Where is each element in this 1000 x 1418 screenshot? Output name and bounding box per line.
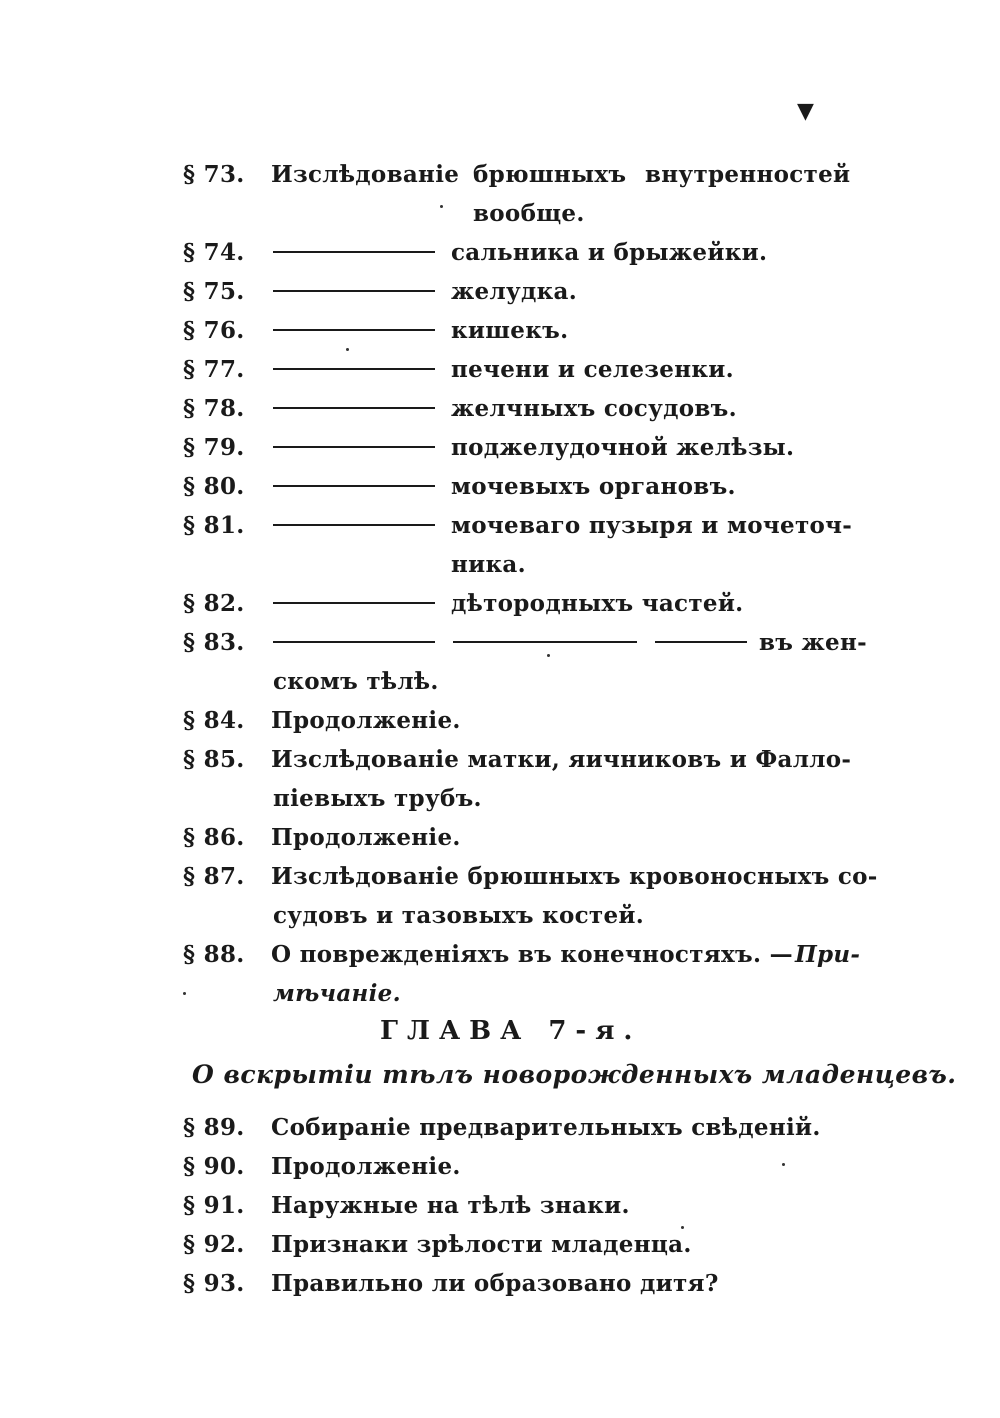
entry-text: поджелудочной желѣзы. xyxy=(451,434,795,461)
section-number: § 86. xyxy=(183,824,245,851)
section-number: § 77. xyxy=(183,356,245,383)
section-number: § 85. xyxy=(183,746,245,773)
entry-continuation: судовъ и тазовыхъ костей. xyxy=(273,902,645,929)
chapter-heading: ГЛАВА 7-я. xyxy=(380,1016,642,1046)
ditto-dash xyxy=(273,446,435,448)
entry-text: сальника и брыжейки. xyxy=(451,239,768,266)
ditto-dash xyxy=(273,602,435,604)
entry-text: Продолженіе. xyxy=(271,707,461,734)
ditto-dash xyxy=(273,251,435,253)
ditto-dash xyxy=(453,641,637,643)
entry-text: внутренностей xyxy=(645,161,851,188)
section-number: § 88. xyxy=(183,941,245,968)
section-number: § 87. xyxy=(183,863,245,890)
ditto-dash xyxy=(273,524,435,526)
section-number: § 80. xyxy=(183,473,245,500)
section-number: § 73. xyxy=(183,161,245,188)
ditto-dash xyxy=(273,485,435,487)
page-marker: ▼ xyxy=(797,98,814,124)
ditto-dash xyxy=(273,368,435,370)
scan-speck xyxy=(681,1226,684,1229)
section-number: § 79. xyxy=(183,434,245,461)
section-number: § 90. xyxy=(183,1153,245,1180)
section-number: § 93. xyxy=(183,1270,245,1297)
entry-text: Продолженіе. xyxy=(271,1153,461,1180)
ditto-dash xyxy=(273,329,435,331)
entry-text: Признаки зрѣлости младенца. xyxy=(271,1231,692,1258)
scan-speck xyxy=(440,205,443,208)
section-number: § 75. xyxy=(183,278,245,305)
ditto-dash xyxy=(273,641,435,643)
entry-text-italic: При- xyxy=(795,941,861,968)
entry-text: желудка. xyxy=(451,278,578,305)
ditto-dash xyxy=(655,641,747,643)
entry-continuation: скомъ тѣлѣ. xyxy=(273,668,439,695)
entry-text: Продолженіе. xyxy=(271,824,461,851)
section-number: § 81. xyxy=(183,512,245,539)
section-number: § 84. xyxy=(183,707,245,734)
entry-text: Наружные на тѣлѣ знаки. xyxy=(271,1192,630,1219)
scan-speck xyxy=(183,992,186,995)
entry-text: Собираніе предварительныхъ свѣденій. xyxy=(271,1114,821,1141)
section-number: § 92. xyxy=(183,1231,245,1258)
section-number: § 78. xyxy=(183,395,245,422)
section-number: § 83. xyxy=(183,629,245,656)
ditto-dash xyxy=(273,290,435,292)
section-number: § 82. xyxy=(183,590,245,617)
entry-text: Правильно ли образовано дитя? xyxy=(271,1270,719,1297)
entry-text: кишекъ. xyxy=(451,317,569,344)
entry-text: мочевыхъ органовъ. xyxy=(451,473,736,500)
entry-text: О поврежденіяхъ въ конечностяхъ. — xyxy=(271,941,793,968)
entry-text: мочеваго пузыря и мочеточ- xyxy=(451,512,853,539)
entry-continuation: піевыхъ трубъ. xyxy=(273,785,482,812)
section-number: § 76. xyxy=(183,317,245,344)
chapter-subtitle: О вскрытіи тѣлъ новорожденныхъ младенцевъ. xyxy=(192,1060,957,1089)
entry-continuation: вообще. xyxy=(473,200,585,227)
entry-text: Изслѣдованіе xyxy=(271,161,460,188)
entry-text: Изслѣдованіе брюшныхъ кровоносныхъ со- xyxy=(271,863,878,890)
scan-speck xyxy=(547,654,550,657)
section-number: § 74. xyxy=(183,239,245,266)
entry-continuation: ника. xyxy=(451,551,526,578)
entry-text: брюшныхъ xyxy=(473,161,627,188)
section-number: § 89. xyxy=(183,1114,245,1141)
scan-speck xyxy=(782,1163,785,1166)
entry-text: Изслѣдованіе матки, яичниковъ и Фалло- xyxy=(271,746,852,773)
entry-text: въ жен- xyxy=(759,629,867,656)
entry-continuation: мѣчаніе. xyxy=(273,980,401,1007)
ditto-dash xyxy=(273,407,435,409)
section-number: § 91. xyxy=(183,1192,245,1219)
entry-text: желчныхъ сосудовъ. xyxy=(451,395,737,422)
entry-text: печени и селезенки. xyxy=(451,356,734,383)
entry-text: дѣтородныхъ частей. xyxy=(451,590,744,617)
scan-speck xyxy=(346,348,349,351)
